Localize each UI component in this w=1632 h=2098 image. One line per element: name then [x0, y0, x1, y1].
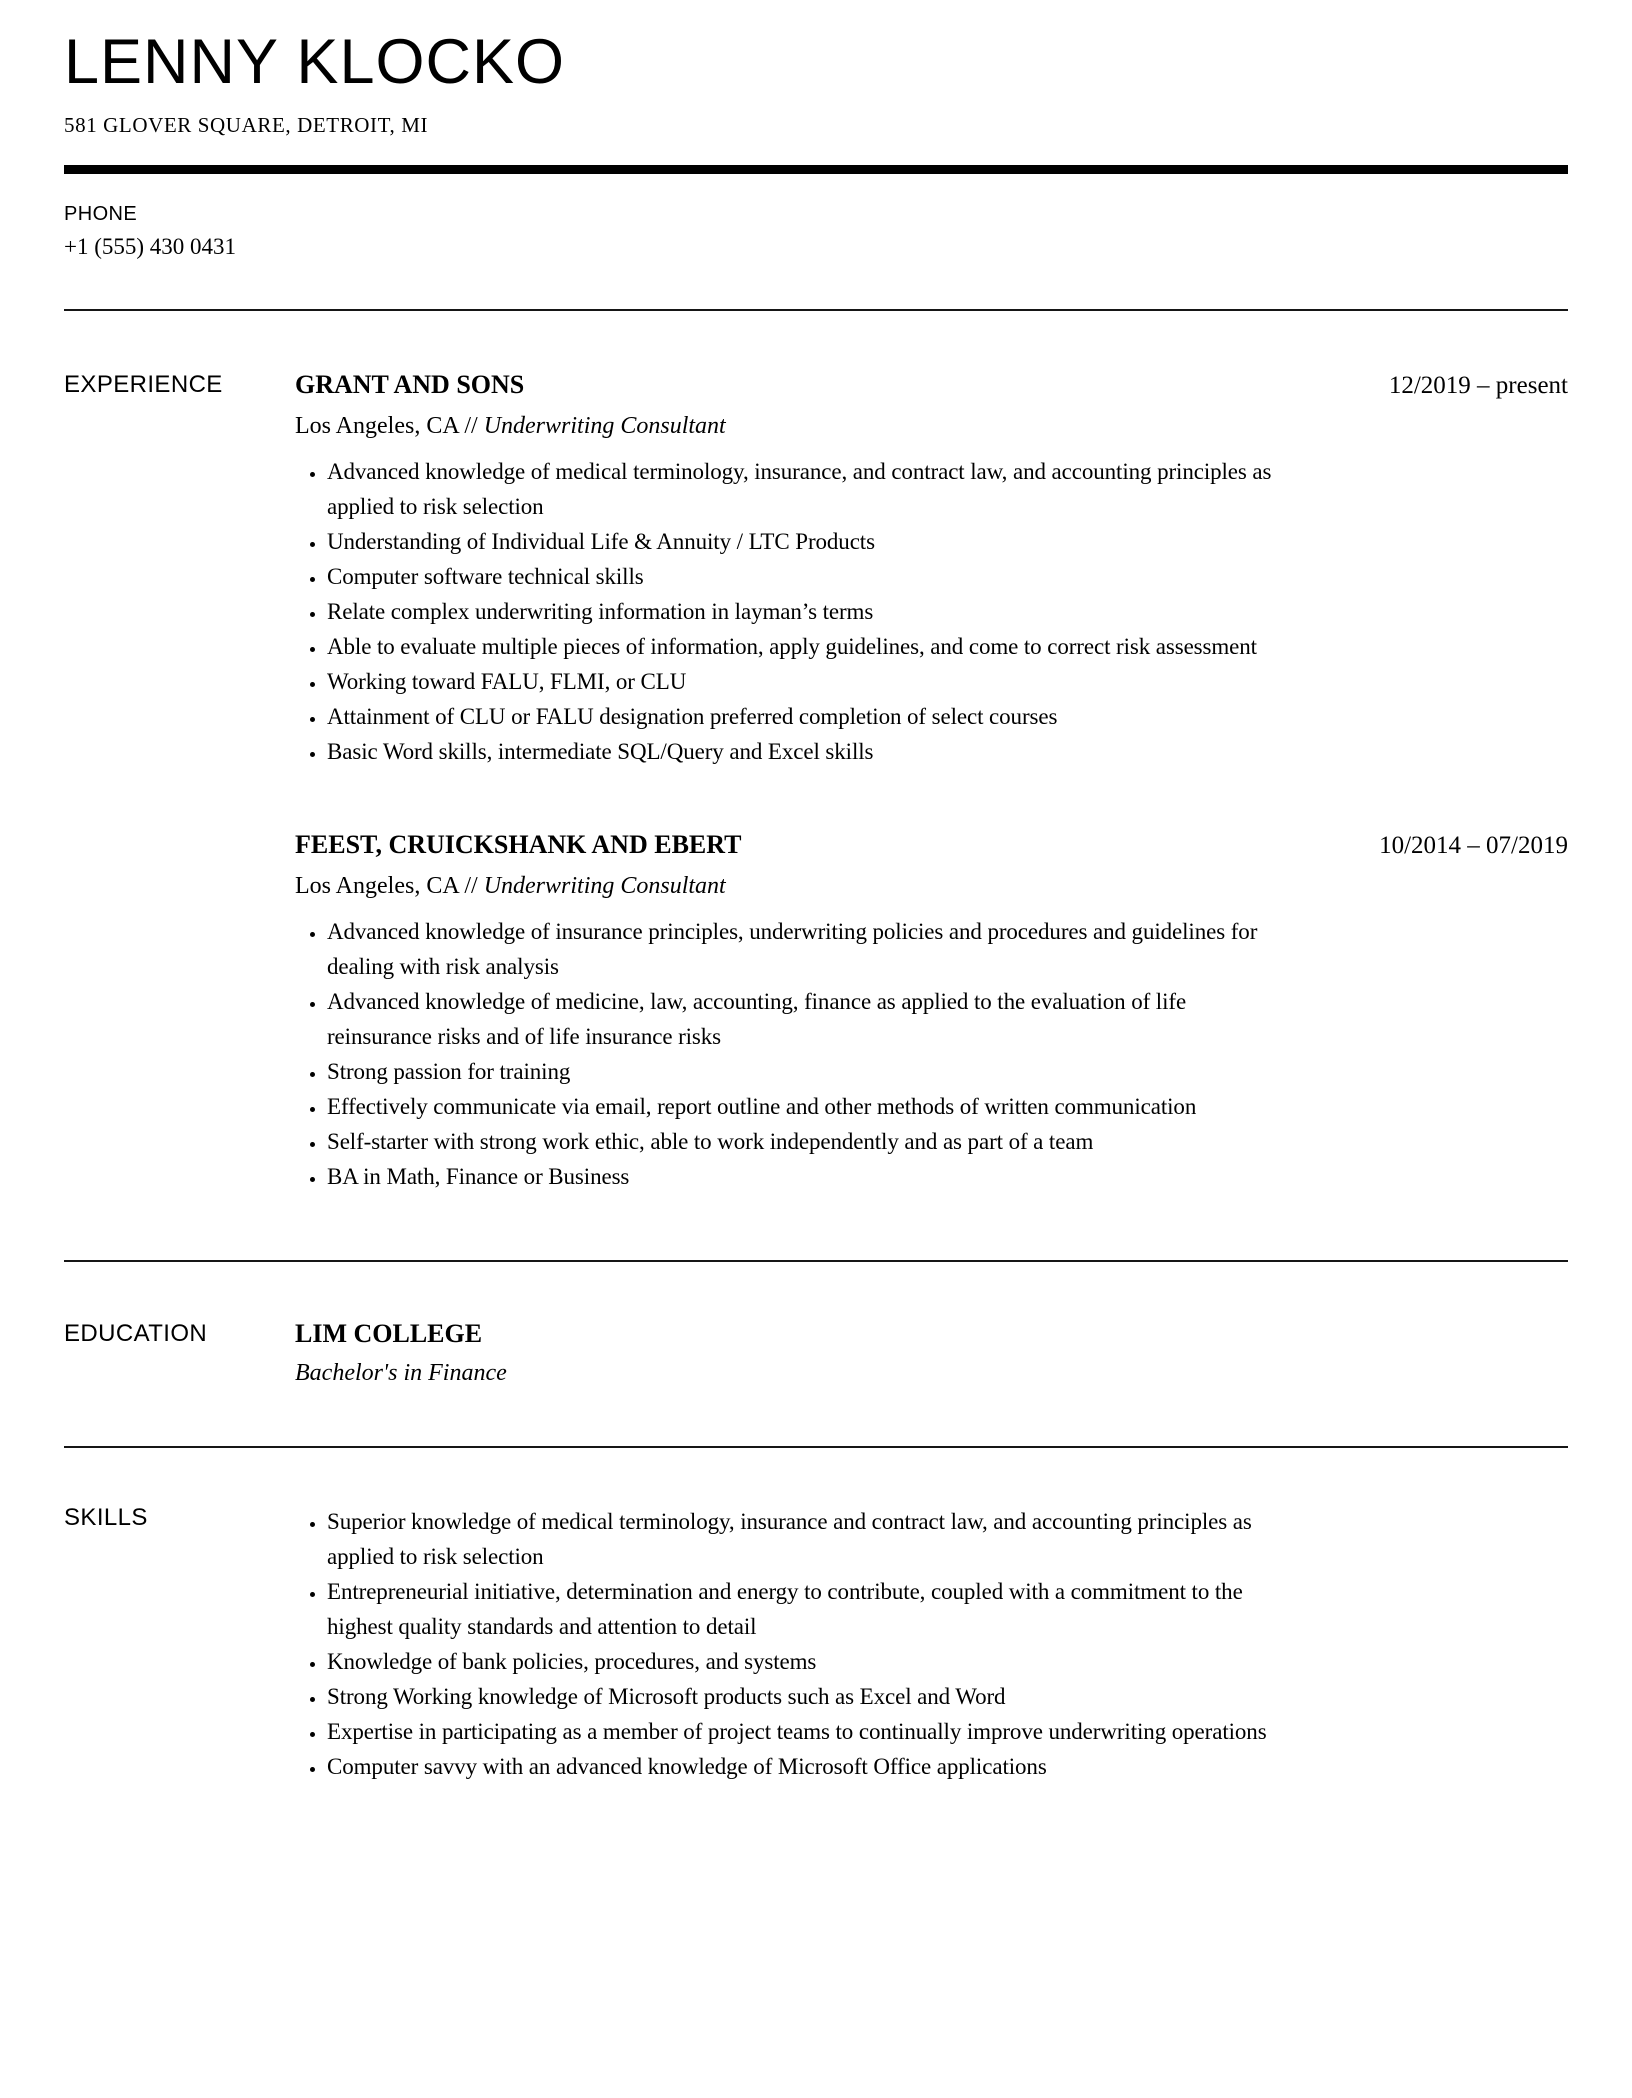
bullet-item: • Effectively communicate via email, report outline and other methods of written communication — [327, 1089, 1275, 1124]
location-title-separator: // — [464, 873, 478, 899]
job-subtitle — [295, 411, 1568, 441]
job-dates: 12/2019 – present — [1388, 372, 1568, 399]
bullet-item: • Knowledge of bank policies, procedures, and systems — [327, 1644, 1275, 1679]
phone-label: PHONE — [64, 203, 138, 225]
bullet-item: • Entrepreneurial initiative, determination and energy to contribute, coupled with a commitment to the highest quality standards and attention to detail — [327, 1574, 1275, 1644]
bullet-item: • Strong Working knowledge of Microsoft products such as Excel and Word — [327, 1679, 1275, 1714]
job-header — [295, 829, 1568, 862]
contact-block — [64, 202, 1568, 261]
education-section — [64, 1262, 1568, 1446]
job-dates: 10/2014 – 07/2019 — [1379, 832, 1568, 859]
skills-bullet-list — [295, 1504, 1275, 1784]
job-entry-feest-cruickshank-and-ebert — [295, 829, 1568, 1194]
company-name: GRANT AND SONS — [295, 370, 525, 399]
bullet-item: • Self-starter with strong work ethic, able to work independently and as part of a team — [327, 1124, 1275, 1159]
job-bullet-list — [295, 454, 1275, 769]
bullet-item: • Advanced knowledge of insurance principles, underwriting policies and procedures and guidelines for dealing with risk analysis — [327, 914, 1275, 984]
bullet-item: • Relate complex underwriting information in layman’s terms — [327, 594, 1275, 629]
bullet-item: • Computer savvy with an advanced knowledge of Microsoft Office applications — [327, 1749, 1275, 1784]
resume-header — [64, 0, 1568, 138]
experience-content — [295, 369, 1568, 1194]
job-location: Los Angeles, CA — [295, 413, 459, 439]
education-content — [295, 1318, 1568, 1388]
job-header — [295, 369, 1568, 402]
bullet-item: • BA in Math, Finance or Business — [327, 1159, 1275, 1194]
job-entry-grant-and-sons — [295, 369, 1568, 769]
job-location: Los Angeles, CA — [295, 873, 459, 899]
bullet-item: • Superior knowledge of medical terminology, insurance and contract law, and accounting principles as applied to risk selection — [327, 1504, 1275, 1574]
degree-name: Bachelor's in Finance — [295, 1360, 507, 1386]
bullet-item: • Working toward FALU, FLMI, or CLU — [327, 664, 1275, 699]
skills-section — [64, 1448, 1568, 1784]
job-bullet-list — [295, 914, 1275, 1194]
location-title-separator: // — [464, 413, 478, 439]
candidate-address: 581 GLOVER SQUARE, DETROIT, MI — [64, 113, 429, 137]
candidate-name: LENNY KLOCKO — [64, 27, 566, 97]
bullet-item: • Able to evaluate multiple pieces of information, apply guidelines, and come to correct risk assessment — [327, 629, 1275, 664]
job-title: Underwriting Consultant — [483, 413, 726, 439]
bullet-item: • Expertise in participating as a member of project teams to continually improve underwriting operations — [327, 1714, 1275, 1749]
company-name: FEEST, CRUICKSHANK AND EBERT — [295, 830, 742, 859]
bullet-item: • Advanced knowledge of medical terminology, insurance, and contract law, and accounting principles as applied to risk selection — [327, 454, 1275, 524]
bullet-item: • Understanding of Individual Life & Annuity / LTC Products — [327, 524, 1275, 559]
school-name: LIM COLLEGE — [295, 1319, 483, 1348]
header-divider — [64, 165, 1568, 174]
experience-section-label: EXPERIENCE — [64, 371, 223, 398]
experience-section — [64, 311, 1568, 1260]
job-subtitle — [295, 871, 1568, 901]
phone-number: +1 (555) 430 0431 — [64, 234, 237, 259]
bullet-item: • Computer software technical skills — [327, 559, 1275, 594]
education-section-label: EDUCATION — [64, 1320, 208, 1347]
bullet-item: • Basic Word skills, intermediate SQL/Query and Excel skills — [327, 734, 1275, 769]
bullet-item: • Advanced knowledge of medicine, law, accounting, finance as applied to the evaluation of life reinsurance risks and of life insurance risks — [327, 984, 1275, 1054]
bullet-item: • Attainment of CLU or FALU designation preferred completion of select courses — [327, 699, 1275, 734]
bullet-item: • Strong passion for training — [327, 1054, 1275, 1089]
skills-section-label: SKILLS — [64, 1504, 148, 1531]
skills-content — [295, 1502, 1568, 1784]
job-title: Underwriting Consultant — [483, 873, 726, 899]
